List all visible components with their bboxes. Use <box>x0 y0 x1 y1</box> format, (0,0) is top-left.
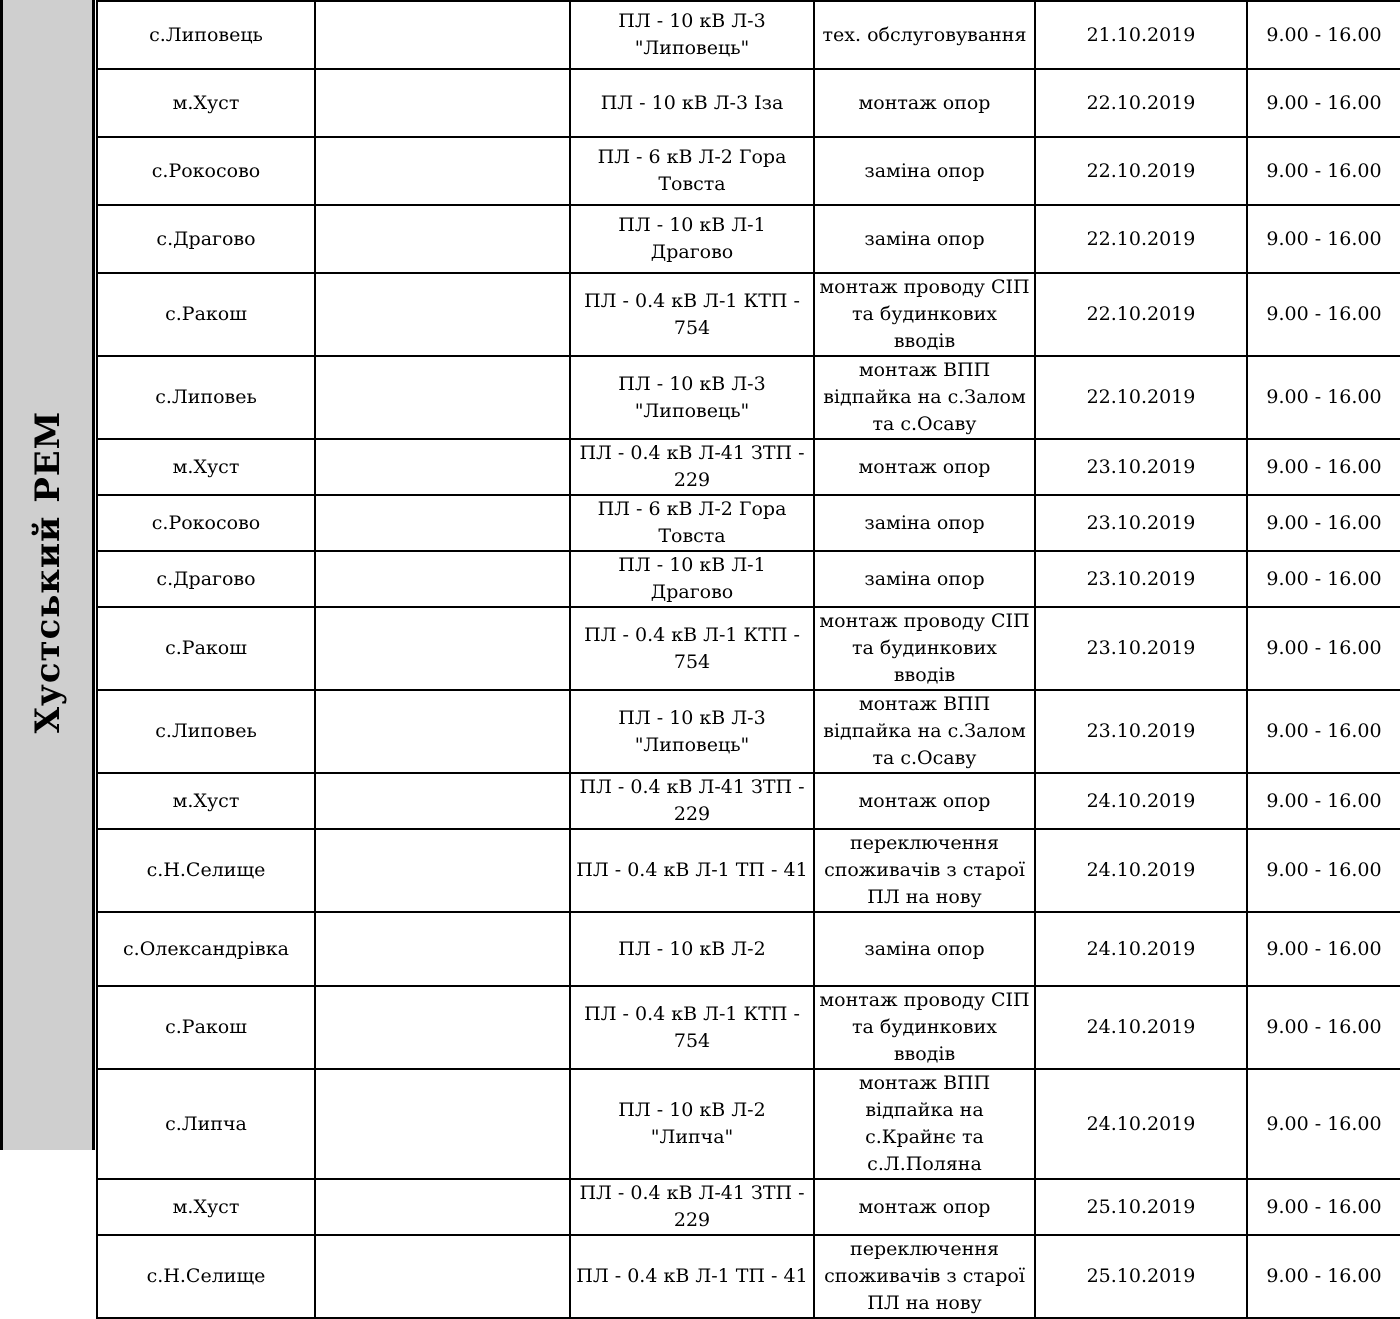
line-cell: ПЛ - 6 кВ Л-2 Гора Товста <box>570 137 814 205</box>
place-cell: с.Ракош <box>97 607 315 690</box>
date-cell: 22.10.2019 <box>1035 69 1247 137</box>
work-cell: монтаж проводу СІП та будинкових вводів <box>814 986 1035 1069</box>
table-row <box>97 912 1400 986</box>
work-cell: заміна опор <box>814 495 1035 551</box>
time-cell: 9.00 - 16.00 <box>1247 829 1400 912</box>
time-cell: 9.00 - 16.00 <box>1247 439 1400 495</box>
time-cell: 9.00 - 16.00 <box>1247 773 1400 829</box>
place-cell: с.Липча <box>97 1069 315 1179</box>
place-cell: с.Ракош <box>97 273 315 356</box>
place-cell: с.Липовець <box>97 1 315 69</box>
date-cell: 22.10.2019 <box>1035 273 1247 356</box>
date-cell: 24.10.2019 <box>1035 773 1247 829</box>
place-cell: с.Липовеь <box>97 356 315 439</box>
time-cell: 9.00 - 16.00 <box>1247 1 1400 69</box>
table-row <box>97 1069 1400 1179</box>
table-row <box>97 1235 1400 1318</box>
note-cell <box>315 1 570 69</box>
table-row <box>97 1 1400 69</box>
place-cell: м.Хуст <box>97 773 315 829</box>
line-cell: ПЛ - 10 кВ Л-2 <box>570 912 814 986</box>
date-cell: 22.10.2019 <box>1035 205 1247 273</box>
note-cell <box>315 205 570 273</box>
place-cell: с.Н.Селище <box>97 1235 315 1318</box>
note-cell <box>315 551 570 607</box>
table-row <box>97 690 1400 773</box>
time-cell: 9.00 - 16.00 <box>1247 551 1400 607</box>
place-cell: с.Ракош <box>97 986 315 1069</box>
work-cell: монтаж опор <box>814 1179 1035 1235</box>
note-cell <box>315 912 570 986</box>
place-cell: м.Хуст <box>97 1179 315 1235</box>
table-row <box>97 607 1400 690</box>
place-cell: м.Хуст <box>97 439 315 495</box>
line-cell: ПЛ - 10 кВ Л-1 Драгово <box>570 551 814 607</box>
work-cell: заміна опор <box>814 912 1035 986</box>
time-cell: 9.00 - 16.00 <box>1247 607 1400 690</box>
table-row <box>97 205 1400 273</box>
line-cell: ПЛ - 0.4 кВ Л-1 КТП - 754 <box>570 273 814 356</box>
time-cell: 9.00 - 16.00 <box>1247 205 1400 273</box>
note-cell <box>315 495 570 551</box>
time-cell: 9.00 - 16.00 <box>1247 1179 1400 1235</box>
line-cell: ПЛ - 10 кВ Л-2 "Липча" <box>570 1069 814 1179</box>
table-row <box>97 986 1400 1069</box>
note-cell <box>315 1235 570 1318</box>
work-cell: заміна опор <box>814 205 1035 273</box>
time-cell: 9.00 - 16.00 <box>1247 69 1400 137</box>
line-cell: ПЛ - 0.4 кВ Л-1 КТП - 754 <box>570 986 814 1069</box>
place-cell: с.Н.Селище <box>97 829 315 912</box>
outage-schedule-table <box>96 0 1400 1319</box>
table-row <box>97 1179 1400 1235</box>
time-cell: 9.00 - 16.00 <box>1247 912 1400 986</box>
table-row <box>97 356 1400 439</box>
note-cell <box>315 1179 570 1235</box>
date-cell: 23.10.2019 <box>1035 690 1247 773</box>
line-cell: ПЛ - 6 кВ Л-2 Гора Товста <box>570 495 814 551</box>
table-row <box>97 551 1400 607</box>
work-cell: монтаж опор <box>814 439 1035 495</box>
note-cell <box>315 607 570 690</box>
date-cell: 24.10.2019 <box>1035 1069 1247 1179</box>
department-label: Хустський РЕМ <box>27 410 68 734</box>
note-cell <box>315 1069 570 1179</box>
work-cell: монтаж проводу СІП та будинкових вводів <box>814 273 1035 356</box>
time-cell: 9.00 - 16.00 <box>1247 356 1400 439</box>
date-cell: 23.10.2019 <box>1035 607 1247 690</box>
date-cell: 22.10.2019 <box>1035 137 1247 205</box>
table-row <box>97 273 1400 356</box>
note-cell <box>315 829 570 912</box>
time-cell: 9.00 - 16.00 <box>1247 1069 1400 1179</box>
line-cell: ПЛ - 0.4 кВ Л-1 КТП - 754 <box>570 607 814 690</box>
date-cell: 24.10.2019 <box>1035 829 1247 912</box>
work-cell: переключення споживачів з старої ПЛ на нову <box>814 1235 1035 1318</box>
line-cell: ПЛ - 10 кВ Л-3 "Липовець" <box>570 690 814 773</box>
note-cell <box>315 137 570 205</box>
date-cell: 23.10.2019 <box>1035 495 1247 551</box>
place-cell: с.Олександрівка <box>97 912 315 986</box>
place-cell: с.Драгово <box>97 551 315 607</box>
work-cell: переключення споживачів з старої ПЛ на нову <box>814 829 1035 912</box>
line-cell: ПЛ - 0.4 кВ Л-41 ЗТП - 229 <box>570 773 814 829</box>
table-row <box>97 495 1400 551</box>
note-cell <box>315 69 570 137</box>
table-row <box>97 439 1400 495</box>
table-row <box>97 773 1400 829</box>
work-cell: монтаж ВПП відпайка на с.Крайнє та с.Л.Поляна <box>814 1069 1035 1179</box>
department-sidebar <box>0 0 95 1150</box>
date-cell: 22.10.2019 <box>1035 356 1247 439</box>
place-cell: с.Рокосово <box>97 137 315 205</box>
line-cell: ПЛ - 0.4 кВ Л-1 ТП - 41 <box>570 1235 814 1318</box>
work-cell: тех. обслуговування <box>814 1 1035 69</box>
work-cell: монтаж проводу СІП та будинкових вводів <box>814 607 1035 690</box>
note-cell <box>315 773 570 829</box>
time-cell: 9.00 - 16.00 <box>1247 273 1400 356</box>
date-cell: 24.10.2019 <box>1035 986 1247 1069</box>
work-cell: монтаж ВПП відпайка на с.Залом та с.Осаву <box>814 356 1035 439</box>
date-cell: 25.10.2019 <box>1035 1235 1247 1318</box>
line-cell: ПЛ - 10 кВ Л-3 "Липовець" <box>570 1 814 69</box>
date-cell: 25.10.2019 <box>1035 1179 1247 1235</box>
note-cell <box>315 986 570 1069</box>
note-cell <box>315 439 570 495</box>
table-row <box>97 829 1400 912</box>
table-row <box>97 69 1400 137</box>
time-cell: 9.00 - 16.00 <box>1247 690 1400 773</box>
date-cell: 23.10.2019 <box>1035 551 1247 607</box>
schedule-rows <box>97 1 1400 1318</box>
note-cell <box>315 690 570 773</box>
time-cell: 9.00 - 16.00 <box>1247 137 1400 205</box>
line-cell: ПЛ - 10 кВ Л-1 Драгово <box>570 205 814 273</box>
table-row <box>97 137 1400 205</box>
place-cell: с.Липовеь <box>97 690 315 773</box>
note-cell <box>315 356 570 439</box>
line-cell: ПЛ - 10 кВ Л-3 "Липовець" <box>570 356 814 439</box>
time-cell: 9.00 - 16.00 <box>1247 1235 1400 1318</box>
time-cell: 9.00 - 16.00 <box>1247 495 1400 551</box>
line-cell: ПЛ - 0.4 кВ Л-41 ЗТП - 229 <box>570 439 814 495</box>
work-cell: заміна опор <box>814 137 1035 205</box>
note-cell <box>315 273 570 356</box>
date-cell: 24.10.2019 <box>1035 912 1247 986</box>
line-cell: ПЛ - 0.4 кВ Л-41 ЗТП - 229 <box>570 1179 814 1235</box>
place-cell: м.Хуст <box>97 69 315 137</box>
date-cell: 23.10.2019 <box>1035 439 1247 495</box>
work-cell: монтаж опор <box>814 773 1035 829</box>
work-cell: заміна опор <box>814 551 1035 607</box>
line-cell: ПЛ - 0.4 кВ Л-1 ТП - 41 <box>570 829 814 912</box>
place-cell: с.Рокосово <box>97 495 315 551</box>
work-cell: монтаж ВПП відпайка на с.Залом та с.Осаву <box>814 690 1035 773</box>
date-cell: 21.10.2019 <box>1035 1 1247 69</box>
work-cell: монтаж опор <box>814 69 1035 137</box>
line-cell: ПЛ - 10 кВ Л-3 Іза <box>570 69 814 137</box>
place-cell: с.Драгово <box>97 205 315 273</box>
time-cell: 9.00 - 16.00 <box>1247 986 1400 1069</box>
